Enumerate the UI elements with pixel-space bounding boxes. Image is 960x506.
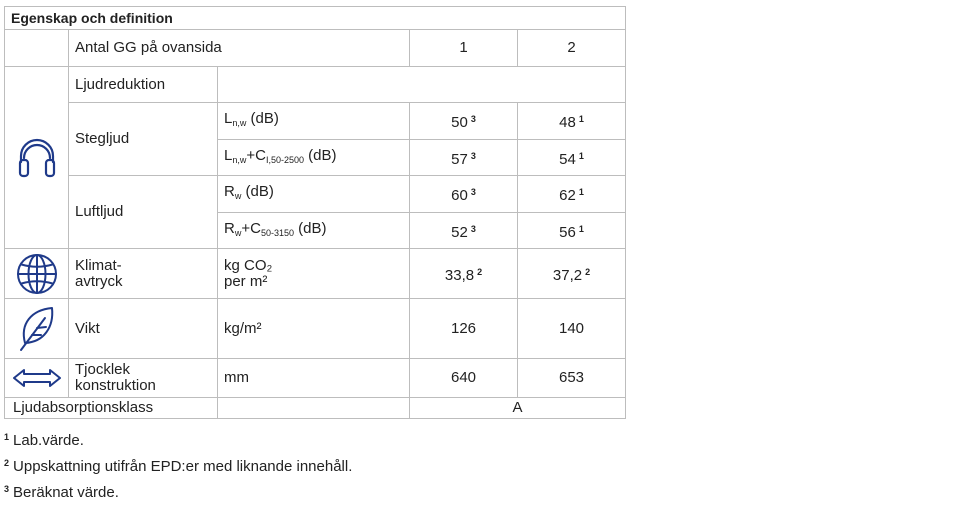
value-cell: 653 (518, 359, 626, 398)
metric-cell: $R_w+C_{50-3150}$ (dB) (218, 213, 410, 249)
empty-cell (5, 30, 69, 67)
value-cell: 54 $^1$ (518, 140, 626, 176)
value-cell: 48 $^1$ (518, 103, 626, 140)
value-cell: 56 $^1$ (518, 213, 626, 249)
globe-icon (5, 249, 69, 299)
header-label: Antal GG på ovansida (69, 30, 410, 67)
value-cell: 57 $^3$ (410, 140, 518, 176)
value-cell: 140 (518, 299, 626, 359)
value-cell: 60 $^3$ (410, 176, 518, 213)
value-cell: 50 $^3$ (410, 103, 518, 140)
header-col1: 1 (410, 30, 518, 67)
climate-unit: kg CO₂ per m² (218, 249, 410, 299)
metric-cell: $R_w$ (dB) (218, 176, 410, 213)
footnote: $^1$ Lab.värde. (4, 432, 84, 449)
sound-reduction-label: Ljudreduktion (69, 67, 218, 103)
absorption-label: Ljudabsorptionsklass (5, 398, 218, 419)
value-cell: 37,2 $^2$ (518, 249, 626, 299)
header-col2: 2 (518, 30, 626, 67)
weight-label: Vikt (69, 299, 218, 359)
value-cell: 126 (410, 299, 518, 359)
weight-unit: kg/m² (218, 299, 410, 359)
impact-sound-label: Stegljud (69, 103, 218, 176)
thickness-unit: mm (218, 359, 410, 398)
double-arrow-icon (5, 359, 69, 398)
airborne-sound-label: Luftljud (69, 176, 218, 249)
value-cell: 52 $^3$ (410, 213, 518, 249)
metric-cell: $L_{n,w}+C_{I,50-2500}$ (dB) (218, 140, 410, 176)
leaf-icon (5, 299, 69, 359)
footnote: $^2$ Uppskattning utifrån EPD:er med liknande innehåll. (4, 458, 353, 475)
footnotes (4, 428, 352, 506)
thickness-label: Tjocklek konstruktion (69, 359, 218, 398)
headphones-icon (5, 67, 69, 249)
value-cell: 640 (410, 359, 518, 398)
footnote: $^3$ Beräknat värde. (4, 484, 119, 501)
absorption-value: A (410, 398, 626, 419)
value-cell: 62 $^1$ (518, 176, 626, 213)
empty-cell (218, 67, 626, 103)
empty-cell (218, 398, 410, 419)
climate-label: Klimat- avtryck (69, 249, 218, 299)
properties-table (4, 6, 626, 419)
table-title: Egenskap och definition (5, 7, 626, 30)
metric-cell: $L_{n,w}$ (dB) (218, 103, 410, 140)
value-cell: 33,8 $^2$ (410, 249, 518, 299)
